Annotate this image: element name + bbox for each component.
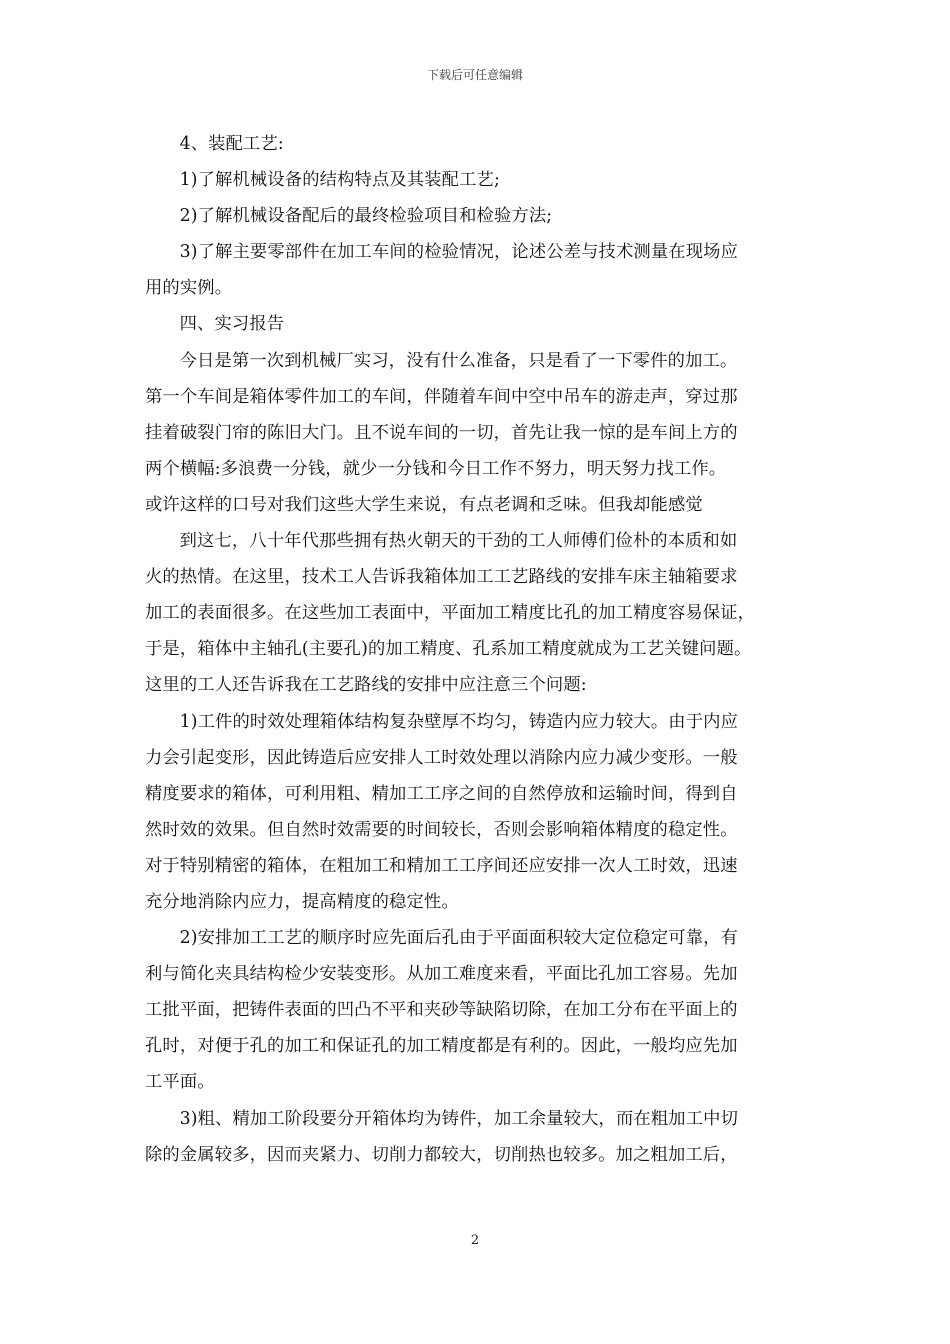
text-line: 1)了解机械设备的结构特点及其装配工艺; [179,170,500,191]
text-line: 于是，箱体中主轴孔(主要孔)的加工精度、孔系加工精度就成为工艺关键问题。 [145,639,752,660]
text-line: 精度要求的箱体，可利用粗、精加工工序之间的自然停放和运输时间，得到自 [145,783,738,804]
text-line: 火的热情。在这里，技术工人告诉我箱体加工工艺路线的安排车床主轴箱要求 [145,567,738,588]
text-line: 第一个车间是箱体零件加工的车间，伴随着车间中空中吊车的游走声，穿过那 [145,386,738,407]
text-line: 加工的表面很多。在这些加工表面中，平面加工精度比孔的加工精度容易保证， [145,603,756,624]
paragraph [145,162,807,198]
text-line: 或许这样的口号对我们这些大学生来说，有点老调和乏味。但我却能感觉 [145,494,703,515]
text-line: 用的实例。 [145,278,233,299]
text-line: 对于特别精密的箱体，在粗加工和精加工工序间还应安排一次人工时效，迅速 [145,855,738,876]
paragraph [145,704,807,921]
text-line: 今日是第一次到机械厂实习，没有什么准备，只是看了一下零件的加工。 [179,350,738,371]
paragraph [145,234,807,306]
paragraph [145,126,807,162]
text-line: 到这七，八十年代那些拥有热火朝天的干劲的工人师傅们俭朴的本质和如 [179,531,738,552]
text-line: 这里的工人还告诉我在工艺路线的安排中应注意三个问题: [145,675,587,696]
text-line: 除的金属较多，因而夹紧力、切削力都较大，切削热也较多。加之粗加工后， [145,1144,738,1165]
text-line: 力会引起变形，因此铸造后应安排人工时效处理以消除内应力减少变形。一般 [145,747,738,768]
text-line: 孔时，对便于孔的加工和保证孔的加工精度都是有利的。因此，一般均应先加 [145,1036,738,1057]
text-line: 然时效的效果。但自然时效需要的时间较长，否则会影响箱体精度的稳定性。 [145,819,738,840]
text-line: 工批平面，把铸件表面的凹凸不平和夹砂等缺陷切除，在加工分布在平面上的 [145,1000,738,1021]
text-line: 挂着破裂门帘的陈旧大门。且不说车间的一切，首先让我一惊的是车间上方的 [145,422,738,443]
text-line: 3)粗、精加工阶段要分开箱体均为铸件，加工余量较大，而在粗加工中切 [179,1108,739,1129]
text-line: 充分地消除内应力，提高精度的稳定性。 [145,891,459,912]
text-line: 2)了解机械设备配后的最终检验项目和检验方法; [179,206,553,227]
text-line: 两个横幅:多浪费一分钱，就少一分钱和今日工作不努力，明天努力找工作。 [145,458,727,479]
text-line: 2)安排加工工艺的顺序时应先面后孔由于平面面积较大定位稳定可靠，有 [179,928,739,949]
paragraph [145,523,807,703]
text-line: 1)工件的时效处理箱体结构复杂壁厚不均匀，铸造内应力较大。由于内应 [179,711,739,732]
paragraph [145,1101,807,1173]
page-header: 下载后可任意编辑 [426,68,523,82]
text-line: 四、实习报告 [179,314,285,335]
text-line: 4、装配工艺: [179,134,284,154]
paragraph [145,343,807,523]
document-body [145,126,807,1173]
paragraph [145,198,807,234]
text-line: 工平面。 [145,1072,215,1093]
page-number: 2 [470,1233,480,1248]
paragraph [145,306,807,342]
text-line: 利与简化夹具结构检少安装变形。从加工难度来看，平面比孔加工容易。先加 [145,964,738,985]
paragraph [145,920,807,1100]
text-line: 3)了解主要零部件在加工车间的检验情况，论述公差与技术测量在现场应 [179,242,739,263]
